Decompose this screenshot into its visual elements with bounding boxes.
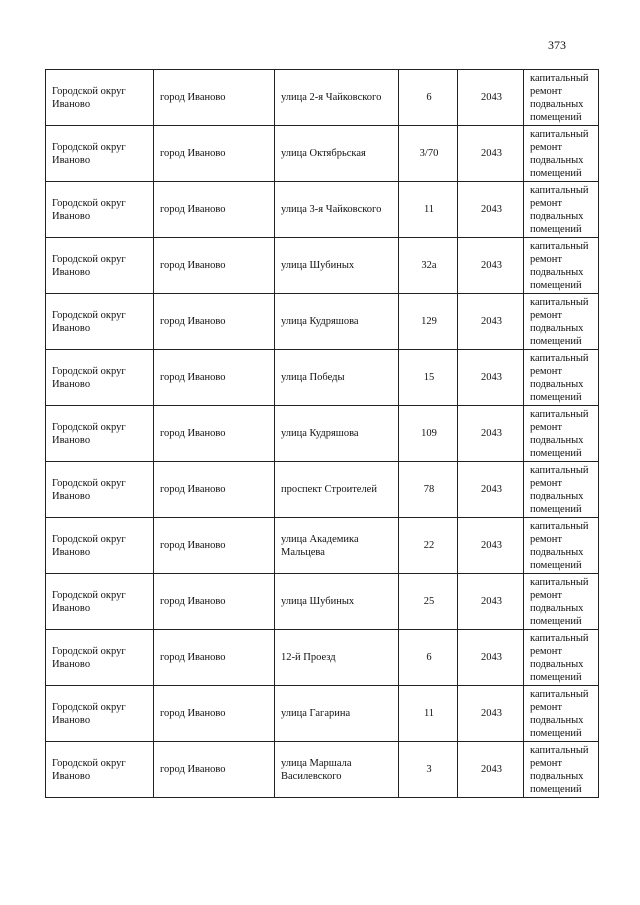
work-type-cell: капитальный ремонт подвальных помещений — [524, 238, 599, 294]
city-cell: город Иваново — [154, 742, 275, 798]
table-row — [46, 182, 599, 238]
table-row — [46, 294, 599, 350]
year-cell: 2043 — [458, 70, 524, 126]
municipal-district-cell: Городской округ Иваново — [46, 294, 154, 350]
work-type-cell: капитальный ремонт подвальных помещений — [524, 350, 599, 406]
year-cell: 2043 — [458, 406, 524, 462]
municipal-district-cell: Городской округ Иваново — [46, 70, 154, 126]
page-number: 373 — [548, 38, 566, 52]
municipal-district-cell: Городской округ Иваново — [46, 574, 154, 630]
house-number-cell: 3 — [399, 742, 458, 798]
street-cell: улица 3-я Чайковского — [275, 182, 399, 238]
year-cell: 2043 — [458, 574, 524, 630]
municipal-district-cell: Городской округ Иваново — [46, 686, 154, 742]
work-type-cell: капитальный ремонт подвальных помещений — [524, 630, 599, 686]
table-body — [46, 70, 599, 798]
street-cell: 12-й Проезд — [275, 630, 399, 686]
house-number-cell: 78 — [399, 462, 458, 518]
house-number-cell: 109 — [399, 406, 458, 462]
city-cell: город Иваново — [154, 686, 275, 742]
street-cell: улица Шубиных — [275, 574, 399, 630]
year-cell: 2043 — [458, 182, 524, 238]
city-cell: город Иваново — [154, 406, 275, 462]
repair-schedule-table — [45, 69, 599, 798]
house-number-cell: 129 — [399, 294, 458, 350]
house-number-cell: 11 — [399, 686, 458, 742]
work-type-cell: капитальный ремонт подвальных помещений — [524, 182, 599, 238]
table-row — [46, 574, 599, 630]
municipal-district-cell: Городской округ Иваново — [46, 182, 154, 238]
year-cell: 2043 — [458, 630, 524, 686]
year-cell: 2043 — [458, 518, 524, 574]
city-cell: город Иваново — [154, 294, 275, 350]
street-cell: улица Маршала Василевского — [275, 742, 399, 798]
street-cell: улица Академика Мальцева — [275, 518, 399, 574]
house-number-cell: 15 — [399, 350, 458, 406]
year-cell: 2043 — [458, 126, 524, 182]
municipal-district-cell: Городской округ Иваново — [46, 630, 154, 686]
work-type-cell: капитальный ремонт подвальных помещений — [524, 742, 599, 798]
municipal-district-cell: Городской округ Иваново — [46, 462, 154, 518]
table-row — [46, 406, 599, 462]
table-row — [46, 518, 599, 574]
house-number-cell: 6 — [399, 70, 458, 126]
city-cell: город Иваново — [154, 350, 275, 406]
year-cell: 2043 — [458, 294, 524, 350]
year-cell: 2043 — [458, 350, 524, 406]
table-row — [46, 462, 599, 518]
table-row — [46, 350, 599, 406]
year-cell: 2043 — [458, 686, 524, 742]
city-cell: город Иваново — [154, 574, 275, 630]
work-type-cell: капитальный ремонт подвальных помещений — [524, 294, 599, 350]
house-number-cell: 25 — [399, 574, 458, 630]
year-cell: 2043 — [458, 462, 524, 518]
municipal-district-cell: Городской округ Иваново — [46, 518, 154, 574]
work-type-cell: капитальный ремонт подвальных помещений — [524, 574, 599, 630]
street-cell: улица Кудряшова — [275, 406, 399, 462]
table-row — [46, 238, 599, 294]
city-cell: город Иваново — [154, 126, 275, 182]
city-cell: город Иваново — [154, 70, 275, 126]
year-cell: 2043 — [458, 742, 524, 798]
work-type-cell: капитальный ремонт подвальных помещений — [524, 126, 599, 182]
year-cell: 2043 — [458, 238, 524, 294]
street-cell: улица Гагарина — [275, 686, 399, 742]
work-type-cell: капитальный ремонт подвальных помещений — [524, 406, 599, 462]
street-cell: улица Октябрьская — [275, 126, 399, 182]
table-row — [46, 630, 599, 686]
house-number-cell: 6 — [399, 630, 458, 686]
house-number-cell: 22 — [399, 518, 458, 574]
municipal-district-cell: Городской округ Иваново — [46, 406, 154, 462]
city-cell: город Иваново — [154, 182, 275, 238]
city-cell: город Иваново — [154, 630, 275, 686]
table-row — [46, 686, 599, 742]
work-type-cell: капитальный ремонт подвальных помещений — [524, 462, 599, 518]
municipal-district-cell: Городской округ Иваново — [46, 742, 154, 798]
street-cell: улица Шубиных — [275, 238, 399, 294]
house-number-cell: 11 — [399, 182, 458, 238]
municipal-district-cell: Городской округ Иваново — [46, 350, 154, 406]
city-cell: город Иваново — [154, 518, 275, 574]
street-cell: улица 2-я Чайковского — [275, 70, 399, 126]
city-cell: город Иваново — [154, 462, 275, 518]
table-row — [46, 126, 599, 182]
house-number-cell: 3/70 — [399, 126, 458, 182]
municipal-district-cell: Городской округ Иваново — [46, 126, 154, 182]
work-type-cell: капитальный ремонт подвальных помещений — [524, 518, 599, 574]
work-type-cell: капитальный ремонт подвальных помещений — [524, 686, 599, 742]
work-type-cell: капитальный ремонт подвальных помещений — [524, 70, 599, 126]
street-cell: улица Кудряшова — [275, 294, 399, 350]
street-cell: улица Победы — [275, 350, 399, 406]
table-row — [46, 70, 599, 126]
street-cell: проспект Строителей — [275, 462, 399, 518]
city-cell: город Иваново — [154, 238, 275, 294]
house-number-cell: 32а — [399, 238, 458, 294]
table-row — [46, 742, 599, 798]
municipal-district-cell: Городской округ Иваново — [46, 238, 154, 294]
